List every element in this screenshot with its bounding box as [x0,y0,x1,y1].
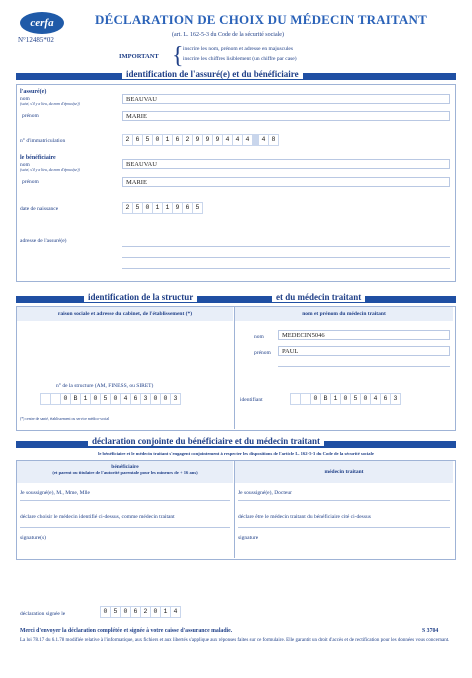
section3-title: déclaration conjointe du bénéficiaire et du médecin traitant [88,436,324,446]
digit-box: 1 [331,394,340,404]
benef-name-line[interactable] [20,500,230,501]
digit-box: 1 [81,394,90,404]
digit-spacer [253,135,258,145]
thanks-note: Merci d'envoyer la déclaration complétée et signée à votre caisse d'assurance maladie. [20,628,233,634]
benef-col-header [17,461,233,483]
assure-nom-field[interactable]: BEAUVAU [122,94,450,104]
medecin-nom-label: nom [254,334,264,340]
immat-label: n° d'immatriculation [20,138,66,144]
digit-box: 8 [269,135,278,145]
signed-date-digits[interactable] [100,606,181,618]
assure-label: l'assuré(e) [20,89,47,95]
digit-box: 1 [163,203,172,213]
digit-box: 0 [111,394,120,404]
brace-icon: { [172,43,184,69]
adresse-label: adresse de l'assuré(e) [20,238,67,244]
structure-col-header: raison sociale et adresse du cabinet, de l'établissement (*) [17,307,233,321]
important-line-1: inscrire les nom, prénom et adresse en majuscules [183,46,293,52]
digit-box: 6 [131,394,140,404]
medecin-signature-label: signature [238,535,259,541]
adresse-line-1[interactable] [122,246,450,247]
benef-label: le bénéficiaire [20,155,56,161]
section1-title: identification de l'assuré(e) et du bénéficiaire [122,69,303,79]
digit-box: 4 [259,135,268,145]
digit-box: 0 [361,394,370,404]
digit-box: 0 [341,394,350,404]
benef-prenom-label: prénom [22,179,39,185]
cerfa-logo: cerfa [20,12,64,34]
medecin-soussigne: Je soussigné(e), Docteur [238,490,292,496]
digit-box: 6 [183,203,192,213]
digit-box: 2 [123,203,132,213]
digit-box: 6 [381,394,390,404]
digit-box: 3 [171,394,180,404]
digit-box: 4 [223,135,232,145]
digit-box: 5 [351,394,360,404]
digit-box: 5 [101,394,110,404]
benef-nom-hint: (suivi, s'il y a lieu, du nom d'époux(se)) [20,168,80,172]
benef-col-title: bénéficiaire [111,464,139,470]
nom-hint: (suivi, s'il y a lieu, du nom d'époux(se)) [20,102,80,106]
medecin-name-line[interactable] [238,500,450,501]
digit-box: 3 [391,394,400,404]
identifiant-label: identifiant [240,397,263,403]
form-subtitle: (art. L. 162-5-3 du Code de la sécurité sociale) [172,32,284,38]
immat-digits[interactable] [122,134,279,146]
benef-soussigne: Je soussigné(e), M., Mme, Mlle [20,490,90,496]
digit-box: 0 [311,394,320,404]
adresse-line-2[interactable] [122,257,450,258]
medecin-extra-line [278,366,450,367]
benef-nom-field[interactable]: BEAUVAU [122,159,450,169]
medecin-nom-field[interactable]: MEDECIN5046 [278,330,450,340]
section2-band [16,296,456,303]
digit-box: 4 [243,135,252,145]
legal-notice: La loi 78.17 du 6.1.78 modifiée relative à l'informatique, aux fichiers et aux libertés s'applique aux réponses faites sur ce formulaire. Elle garantit un droit d'accès et de rectification pour les données vous concernant. [20,638,450,643]
prenom-label: prénom [22,113,39,119]
digit-box: 5 [111,607,120,617]
medecin-sep-line [238,527,450,528]
medecin-prenom-label: prénom [254,350,271,356]
medecin-declare: déclare être le médecin traitant du bénéficiaire cité ci-dessus [238,514,371,520]
benef-signature-label: signature(s) [20,535,46,541]
form-code: S 3704 [422,628,439,634]
digit-box: 5 [133,203,142,213]
adresse-line-3[interactable] [122,268,450,269]
section2-frame [16,306,456,431]
digit-box: 0 [151,394,160,404]
digit-box [51,394,60,404]
digit-box: 2 [183,135,192,145]
important-line-2: inscrire les chiffres lisiblement (un chiffre par case) [183,56,297,62]
important-label: IMPORTANT [119,53,159,60]
benef-nom-label: nom [20,162,30,168]
digit-box: 1 [153,203,162,213]
digit-box: 5 [193,203,202,213]
digit-box: 6 [131,607,140,617]
digit-box: 4 [171,607,180,617]
digit-box: B [71,394,80,404]
digit-box: 4 [371,394,380,404]
cerfa-number: N°12485*02 [18,36,54,44]
assure-prenom-field[interactable]: MARIE [122,111,450,121]
naissance-digits[interactable] [122,202,203,214]
digit-box: 9 [173,203,182,213]
digit-box: 0 [151,607,160,617]
section3-subtitle: le bénéficiaire et le médecin traitant s'engagent conjointement à respecter les dispositions de l'article L. 162-5-3 du Code de la sécurité sociale [98,451,374,456]
digit-box: 2 [141,607,150,617]
digit-box [291,394,300,404]
digit-box: 4 [233,135,242,145]
digit-box: 0 [101,607,110,617]
digit-box: 3 [141,394,150,404]
form-title: DÉCLARATION DE CHOIX DU MÉDECIN TRAITANT [95,12,427,27]
benef-sep-line [20,527,230,528]
benef-col-note: (et parent ou titulaire de l'autorité parentale pour les mineurs de + 16 ans) [52,470,198,475]
digit-box: B [321,394,330,404]
digit-box: 9 [193,135,202,145]
medecin-prenom-field[interactable]: PAUL [278,346,450,356]
digit-box: 0 [121,607,130,617]
digit-box: 1 [161,607,170,617]
digit-box: 0 [143,203,152,213]
digit-box: 9 [203,135,212,145]
section2-divider [234,306,235,429]
digit-box [301,394,310,404]
structure-digits[interactable] [40,393,181,405]
structure-footnote: (*) centre de santé, établissement ou service médico-social [20,417,110,421]
digit-box: 2 [123,135,132,145]
digit-box: 6 [173,135,182,145]
signed-date-label: déclaration signée le [20,611,66,617]
section2-title-left: identification de la structur [84,292,197,302]
digit-box: 0 [153,135,162,145]
digit-box: 0 [91,394,100,404]
digit-box: 9 [213,135,222,145]
digit-box: 0 [161,394,170,404]
benef-declare: déclare choisir le médecin identifié ci-dessus, comme médecin traitant [20,514,175,520]
nom-label: nom [20,96,30,102]
section2-title-right: et du médecin traitant [272,292,365,302]
benef-prenom-field[interactable]: MARIE [122,177,450,187]
medecin-col-header: nom et prénom du médecin traitant [235,307,453,321]
digit-box: 6 [133,135,142,145]
structure-num-label: n° de la structure (AM, FINESS, ou SIRET) [56,383,154,389]
digit-box: 5 [143,135,152,145]
digit-box [41,394,50,404]
digit-box: 0 [61,394,70,404]
digit-box: 4 [121,394,130,404]
naissance-label: date de naissance [20,206,59,212]
identifiant-digits[interactable] [290,393,401,405]
digit-box: 1 [163,135,172,145]
medecin-decl-col-header: médecin traitant [235,461,453,483]
